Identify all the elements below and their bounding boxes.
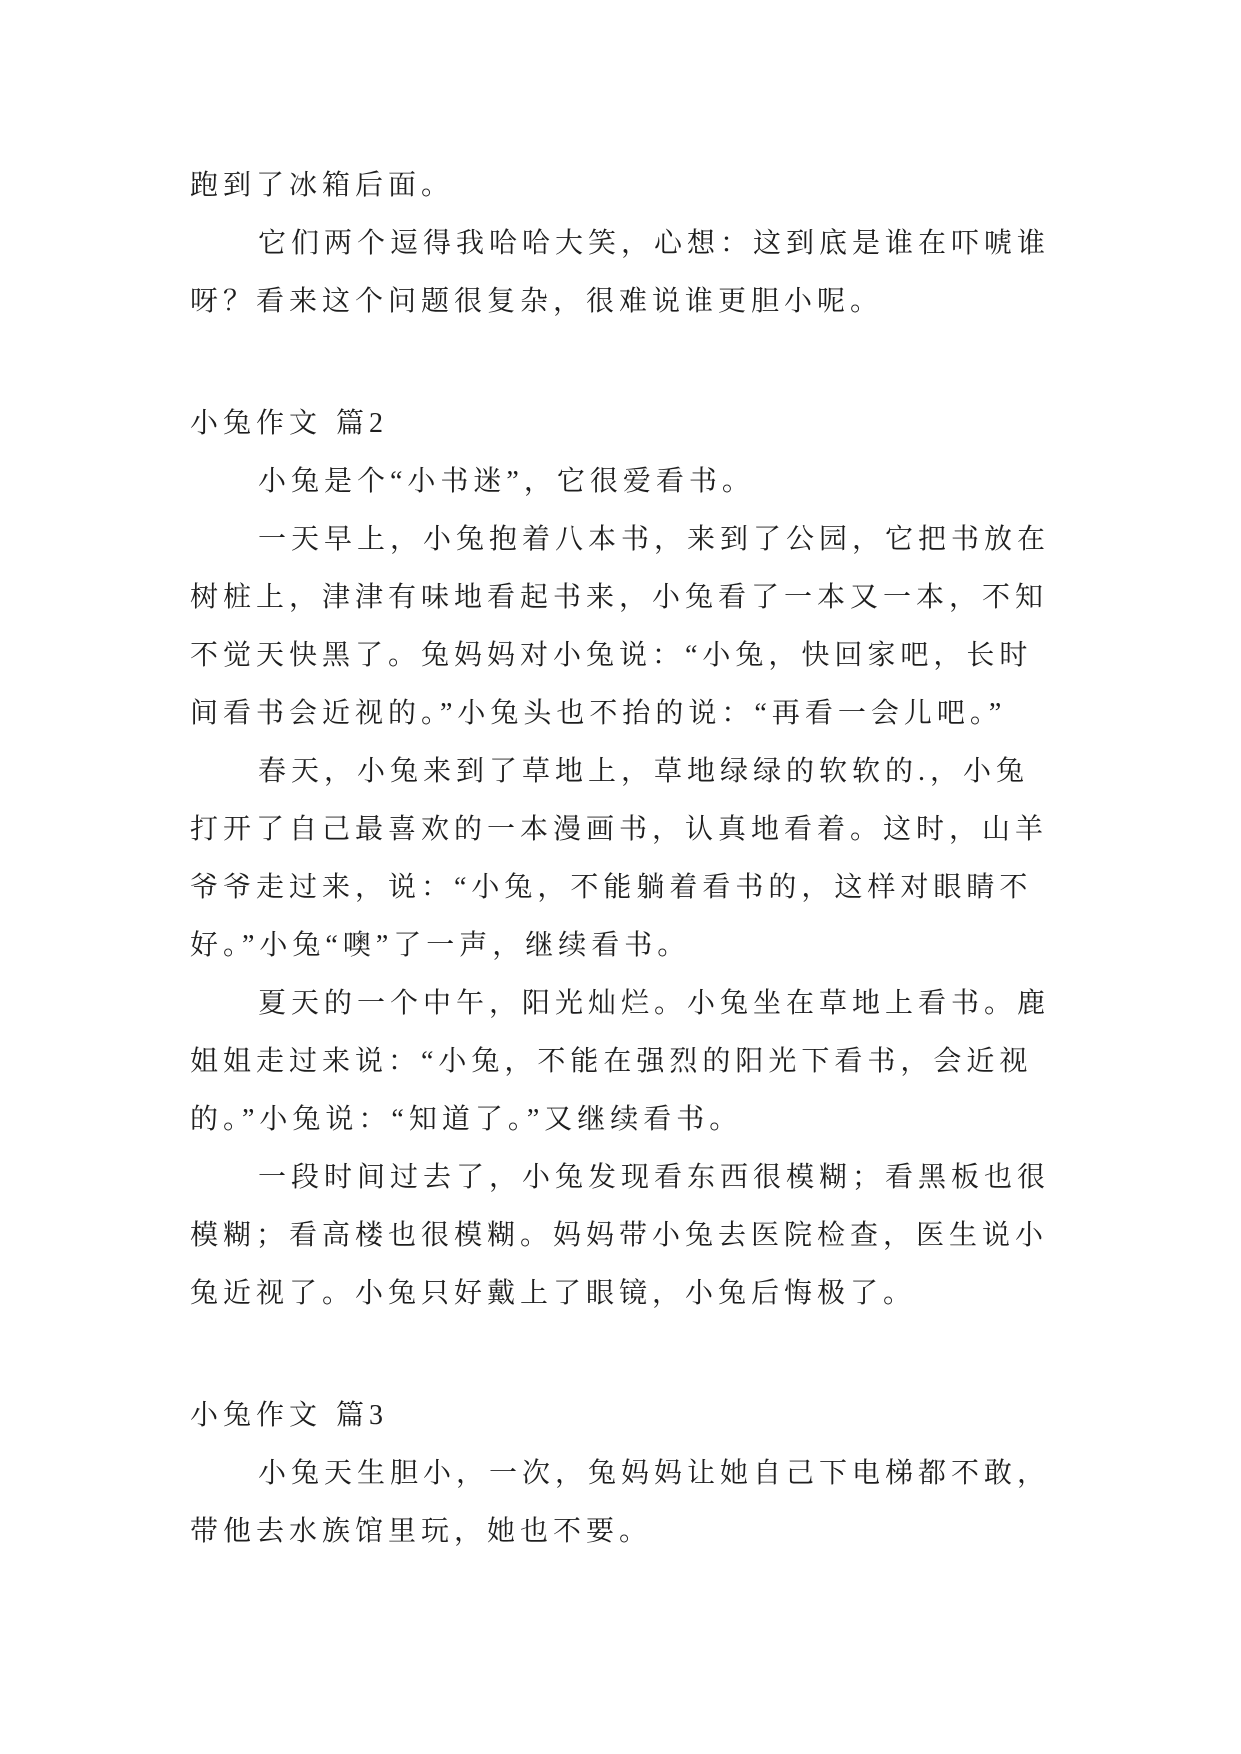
paragraph-line: 模糊；看高楼也很模糊。妈妈带小兔去医院检查，医生说小 [190,1220,1049,1251]
paragraph-line: 带他去水族馆里玩，她也不要。 [190,1516,653,1547]
paragraph-line: 一天早上，小兔抱着八本书，来到了公园，它把书放在 [258,524,1051,555]
paragraph-line: 的。”小兔说：“知道了。”又继续看书。 [190,1104,743,1135]
paragraph-line: 爷爷走过来，说：“小兔，不能躺着看书的，这样对眼睛不 [190,872,1033,903]
paragraph-line: 它们两个逗得我哈哈大笑，心想：这到底是谁在吓唬谁 [258,228,1051,259]
paragraph-line: 间看书会近视的。”小兔头也不抬的说：“再看一会儿吧。” [190,698,1007,729]
paragraph-line: 树桩上，津津有味地看起书来，小兔看了一本又一本，不知 [190,582,1049,613]
paragraph-line: 好。”小兔“噢”了一声，继续看书。 [190,930,691,961]
paragraph-line: 一段时间过去了，小兔发现看东西很模糊；看黑板也很 [258,1162,1051,1193]
paragraph [0,1149,1241,1323]
section-title: 小兔作文 [190,1400,323,1431]
paragraph-line: 姐姐走过来说：“小兔，不能在强烈的阳光下看书，会近视 [190,1046,1033,1077]
paragraph-line: 小兔天生胆小，一次，兔妈妈让她自己下电梯都不敢， [258,1458,1051,1489]
section-number: 篇3 [336,1400,389,1431]
paragraph [0,215,1241,331]
continued-line: 跑到了冰箱后面。 [190,170,455,201]
paragraph [0,975,1241,1149]
continued-essay [0,157,1241,331]
section-title: 小兔作文 [190,408,323,439]
paragraph-line: 兔近视了。小兔只好戴上了眼镜，小兔后悔极了。 [190,1278,917,1309]
section-number: 篇2 [336,408,389,439]
essay-section [0,1387,1241,1561]
paragraph [0,453,1241,511]
paragraph [0,1445,1241,1561]
section-heading [0,395,1241,453]
paragraph-line: 小兔是个“小书迷”，它很爱看书。 [258,466,755,497]
paragraph-line: 春天，小兔来到了草地上，草地绿绿的软软的.，小兔 [258,756,1030,787]
paragraph-line: 呀？看来这个问题很复杂，很难说谁更胆小呢。 [190,286,884,317]
paragraph [0,743,1241,975]
paragraph [0,511,1241,743]
paragraph-line: 夏天的一个中午，阳光灿烂。小兔坐在草地上看书。鹿 [258,988,1051,1019]
essay-section [0,395,1241,1323]
paragraph-line: 不觉天快黑了。兔妈妈对小兔说：“小兔，快回家吧，长时 [190,640,1033,671]
paragraph-line: 打开了自己最喜欢的一本漫画书，认真地看着。这时，山羊 [190,814,1049,845]
section-heading [0,1387,1241,1445]
